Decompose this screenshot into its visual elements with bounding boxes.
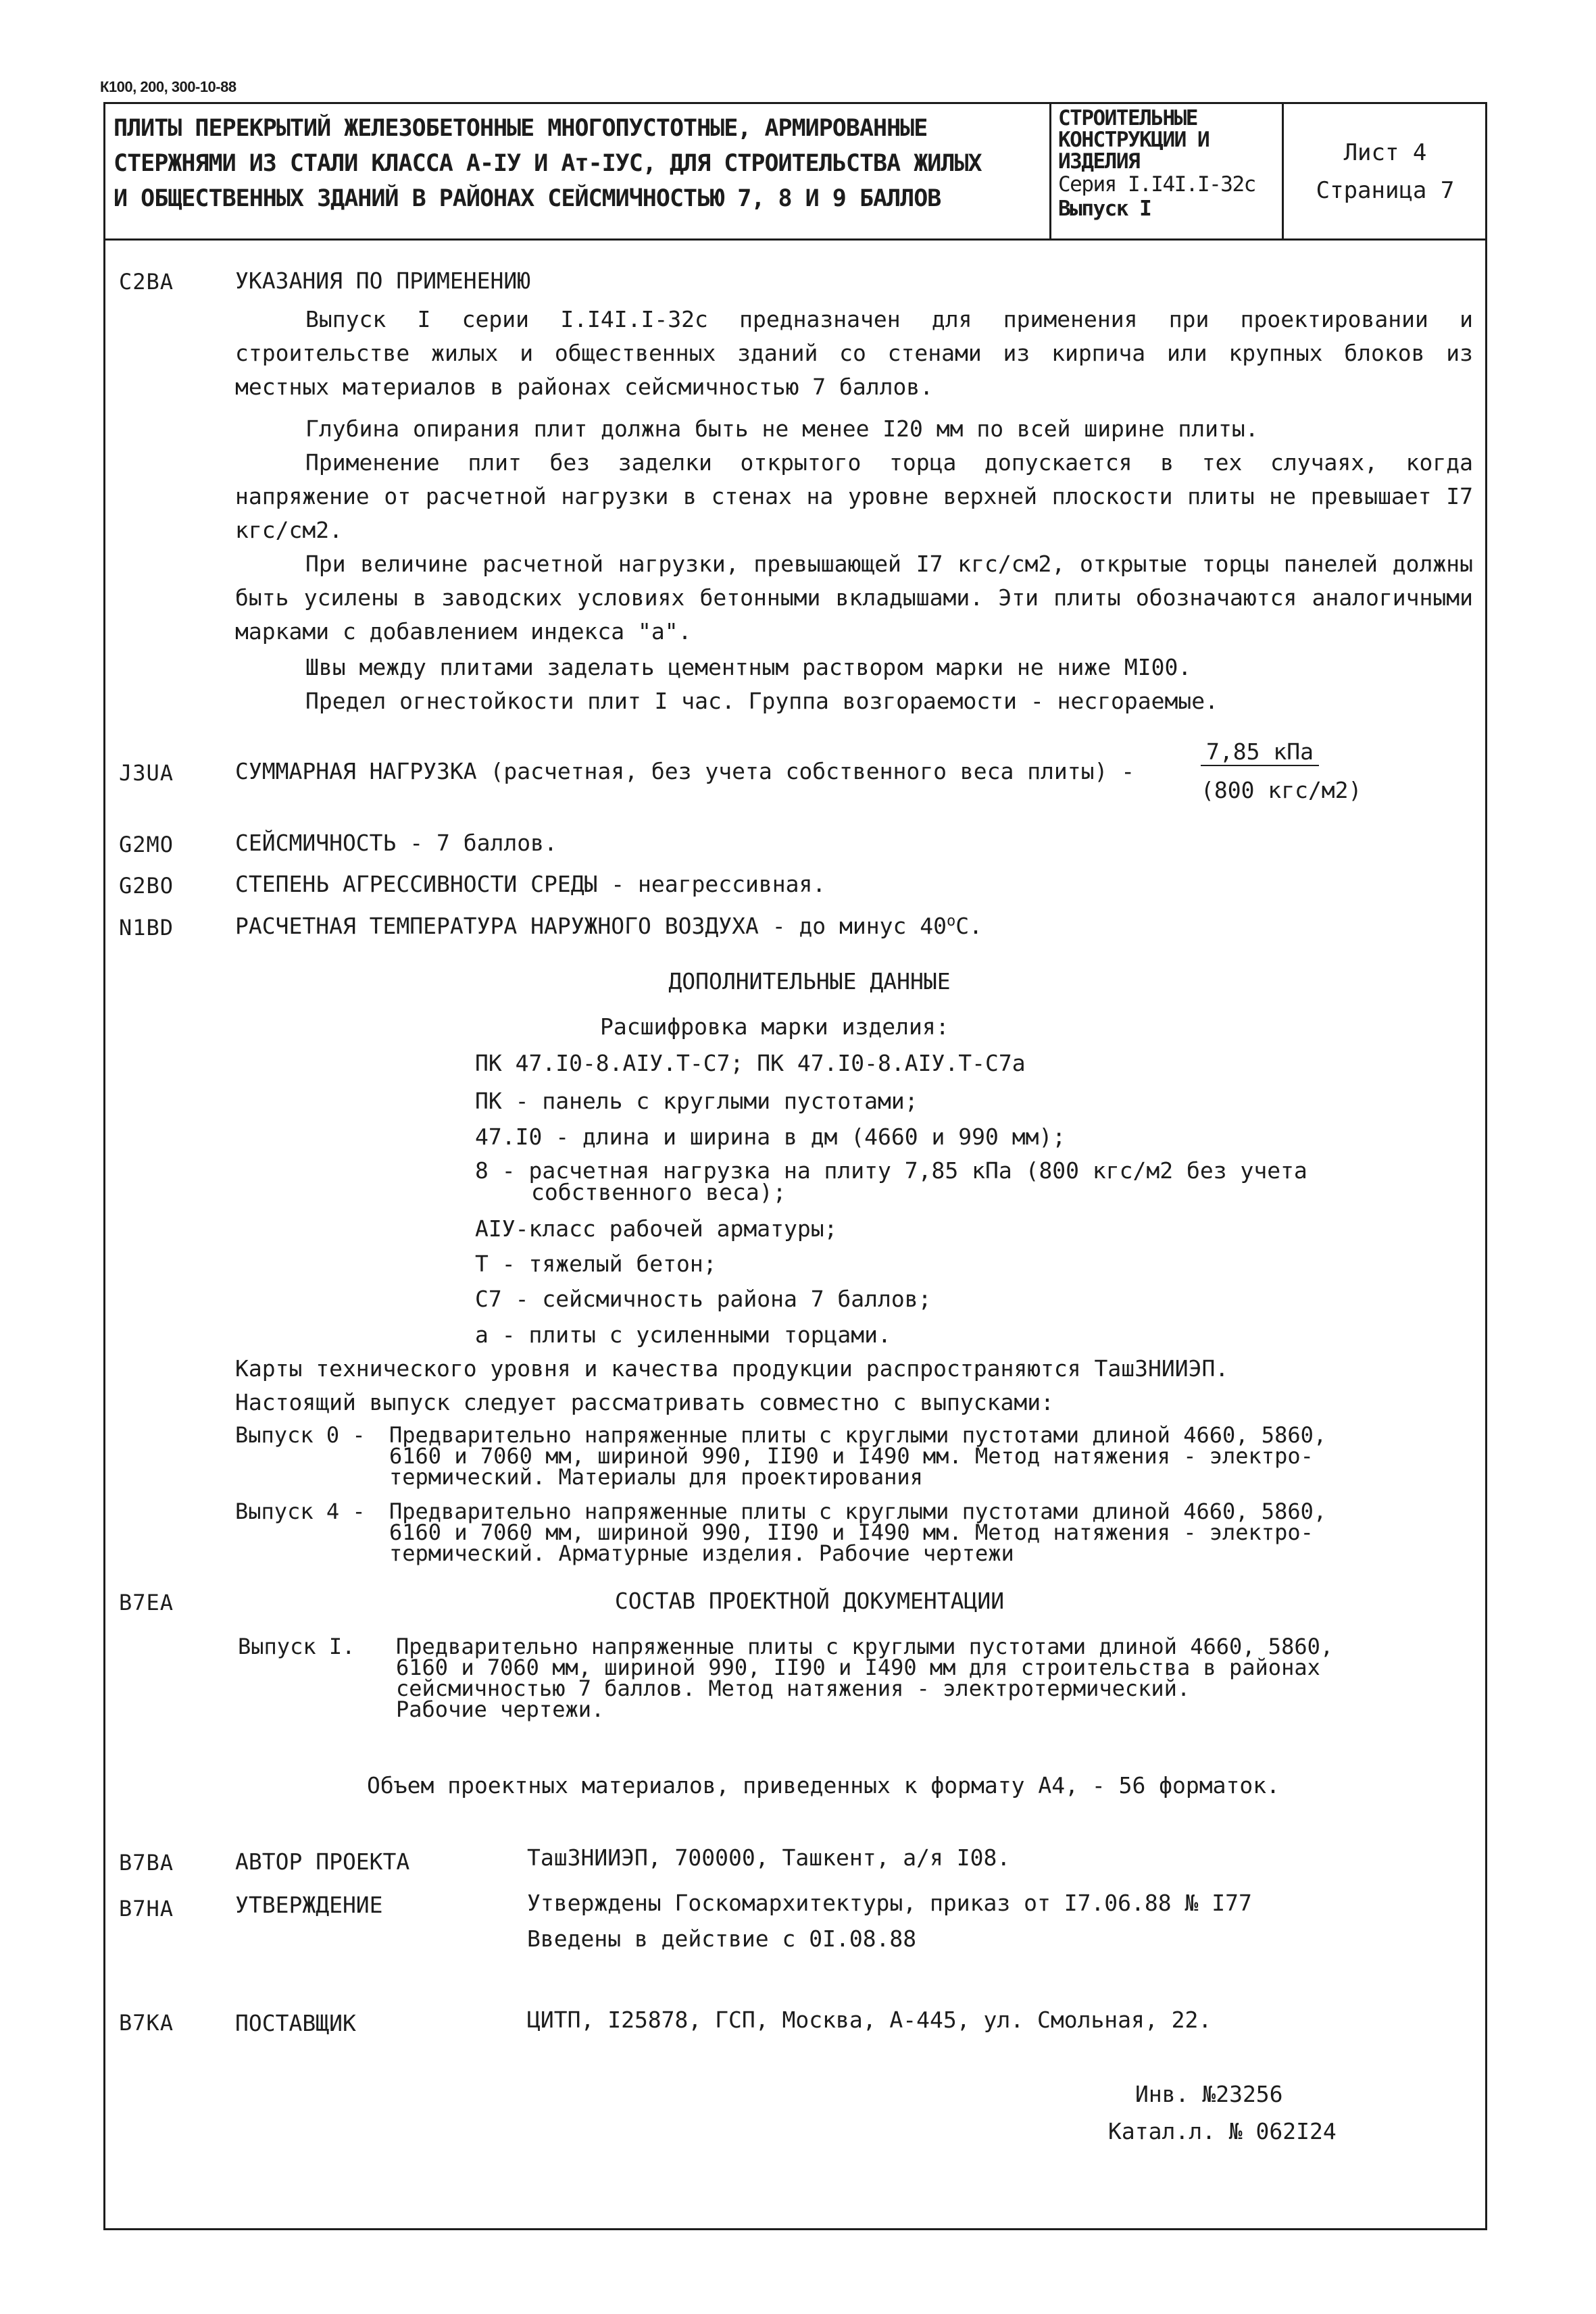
temperature-value: РАСЧЕТНАЯ ТЕМПЕРАТУРА НАРУЖНОГО ВОЗДУХА - до минус 40 bbox=[235, 913, 947, 939]
issue-0-label: Выпуск 0 - bbox=[235, 1422, 366, 1448]
series-line: ИЗДЕЛИЯ bbox=[1058, 149, 1140, 174]
section-heading: УКАЗАНИЯ ПО ПРИМЕНЕНИЮ bbox=[235, 268, 531, 294]
load-value-kgs: (800 кгс/м2) bbox=[1201, 777, 1362, 803]
mark-item: собственного веса); bbox=[531, 1179, 787, 1205]
decode-title: Расшифровка марки изделия: bbox=[600, 1013, 949, 1040]
section-code: B7KA bbox=[119, 2010, 174, 2036]
supplier-label: ПОСТАВЩИК bbox=[235, 2010, 356, 2036]
mark-item: Т - тяжелый бетон; bbox=[475, 1251, 717, 1277]
composition-heading: СОСТАВ ПРОЕКТНОЙ ДОКУМЕНТАЦИИ bbox=[614, 1588, 1005, 1614]
section-code: B7EA bbox=[119, 1590, 174, 1615]
section-code: N1BD bbox=[119, 915, 174, 940]
issue-1-text: Предварительно напряженные плиты с круглыми пустотами длиной 4660, 5860, 6160 и 7060 мм, шириной 990, II90 и I490 мм для строительства в районах сейсмичностью 7 баллов. Метод натяжения - электротермический. Рабочие чертежи. bbox=[396, 1634, 1334, 1722]
aggression-text: СТЕПЕНЬ АГРЕССИВНОСТИ СРЕДЫ - неагрессивная. bbox=[235, 871, 826, 897]
catalog-code: К100, 200, 300-10-88 bbox=[100, 78, 236, 95]
document-title bbox=[101, 103, 1049, 240]
section-code: C2BA bbox=[119, 269, 174, 295]
series-line: Выпуск I bbox=[1058, 197, 1151, 221]
catalog-sheet-number: Катал.л. № 062I24 bbox=[1108, 2118, 1337, 2144]
supplier-value: ЦИТП, I25878, ГСП, Москва, А-445, ул. Смольная, 22. bbox=[527, 2007, 1212, 2033]
maps-text: Карты технического уровня и качества продукции распространяются ТашЗНИИЭП. bbox=[235, 1355, 1229, 1382]
series-block bbox=[1049, 103, 1284, 240]
load-value-kpa: 7,85 кПа bbox=[1201, 738, 1319, 766]
title-line: И ОБЩЕСТВЕННЫХ ЗДАНИЙ В РАЙОНАХ СЕЙСМИЧНОСТЬЮ 7, 8 И 9 БАЛЛОВ bbox=[114, 185, 941, 212]
approval-effective: Введены в действие с 0I.08.88 bbox=[527, 1926, 917, 1952]
page-number: Страница 7 bbox=[1316, 177, 1455, 204]
issue-4-label: Выпуск 4 - bbox=[235, 1499, 366, 1524]
mark-item: AIУ-класс рабочей арматуры; bbox=[475, 1215, 838, 1242]
mark-item: 47.I0 - длина и ширина в дм (4660 и 990 мм); bbox=[475, 1124, 1066, 1150]
approval-order: Утверждены Госкомархитектуры, приказ от I7.06.88 № I77 bbox=[527, 1890, 1252, 1916]
usage-paragraph: При величине расчетной нагрузки, превышающей I7 кгс/см2, открытые торцы панелей должны быть усилены в заводских условиях бетонными вкладышами. Эти плиты обозначаются аналогичными марками с добавлением индекса "а". bbox=[235, 551, 1473, 645]
usage-paragraph: Швы между плитами заделать цементным раствором марки не ниже MI00. bbox=[305, 654, 1192, 680]
together-text: Настоящий выпуск следует рассматривать совместно с выпусками: bbox=[235, 1389, 1054, 1415]
series-line: КОНСТРУКЦИИ И bbox=[1058, 128, 1210, 152]
mark-item: а - плиты с усиленными торцами. bbox=[475, 1322, 891, 1348]
mark-item: ПК - панель с круглыми пустотами; bbox=[475, 1088, 918, 1114]
mark-item: 8 - расчетная нагрузка на плиту 7,85 кПа (800 кгс/м2 без учета bbox=[475, 1157, 1307, 1184]
inventory-number: Инв. №23256 bbox=[1135, 2081, 1283, 2107]
seismic-text: СЕЙСМИЧНОСТЬ - 7 баллов. bbox=[235, 830, 557, 856]
additional-heading: ДОПОЛНИТЕЛЬНЫЕ ДАННЫЕ bbox=[668, 968, 951, 995]
section-code: B7HA bbox=[119, 1896, 174, 1921]
load-label: СУММАРНАЯ НАГРУЗКА (расчетная, без учета собственного веса плиты) - bbox=[235, 758, 1135, 784]
usage-paragraph: Выпуск I серии I.I4I.I-32с предназначен для применения при проектировании и строительстве жилых и общественных зданий со стенами из кирпича или крупных блоков из местных материалов в районах сейсмичностью 7 баллов. bbox=[235, 306, 1473, 400]
usage-paragraph: Глубина опирания плит должна быть не менее I20 мм по всей ширине плиты. bbox=[305, 416, 1259, 442]
series-line: СТРОИТЕЛЬНЫЕ bbox=[1058, 106, 1197, 130]
author-label: АВТОР ПРОЕКТА bbox=[235, 1848, 410, 1875]
issue-1-label: Выпуск I. bbox=[238, 1634, 355, 1659]
temperature-text bbox=[235, 913, 982, 939]
section-code: J3UA bbox=[119, 760, 174, 786]
title-line: СТЕРЖНЯМИ ИЗ СТАЛИ КЛАССА А-IУ И Ат-IУС, ДЛЯ СТРОИТЕЛЬСТВА ЖИЛЫХ bbox=[114, 150, 982, 177]
series-line: Серия I.I4I.I-32с bbox=[1058, 172, 1255, 197]
section-code: B7BA bbox=[119, 1850, 174, 1876]
author-value: ТашЗНИИЭП, 700000, Ташкент, а/я I08. bbox=[527, 1844, 1011, 1871]
usage-paragraph: Предел огнестойкости плит I час. Группа возгораемости - несгораемые. bbox=[305, 688, 1219, 714]
approval-label: УТВЕРЖДЕНИЕ bbox=[235, 1892, 383, 1918]
section-code: G2MO bbox=[119, 832, 174, 857]
volume-text: Объем проектных материалов, приведенных к формату А4, - 56 форматок. bbox=[367, 1772, 1280, 1799]
section-code: G2BO bbox=[119, 873, 174, 899]
degree-mark: o bbox=[947, 913, 956, 930]
product-marks: ПК 47.I0-8.AIУ.Т-С7; ПК 47.I0-8.AIУ.Т-С7а bbox=[475, 1050, 1026, 1076]
sheet-number: Лист 4 bbox=[1343, 139, 1427, 166]
mark-item: С7 - сейсмичность района 7 баллов; bbox=[475, 1286, 932, 1312]
sheet-block bbox=[1284, 103, 1487, 240]
temperature-unit: С. bbox=[955, 913, 982, 939]
title-line: ПЛИТЫ ПЕРЕКРЫТИЙ ЖЕЛЕЗОБЕТОННЫЕ МНОГОПУСТОТНЫЕ, АРМИРОВАННЫЕ bbox=[114, 115, 928, 142]
issue-0-text: Предварительно напряженные плиты с круглыми пустотами длиной 4660, 5860, 6160 и 7060 мм, шириной 990, II90 и I490 мм. Метод натяжения - электро- термический. Материалы для проектирования bbox=[389, 1422, 1327, 1490]
usage-paragraph: Применение плит без заделки открытого торца допускается в тех случаях, когда напряжение от расчетной нагрузки в стенах на уровне верхней плоскости плиты не превышает I7 кгс/см2. bbox=[235, 449, 1473, 543]
issue-4-text: Предварительно напряженные плиты с круглыми пустотами длиной 4660, 5860, 6160 и 7060 мм, шириной 990, II90 и I490 мм. Метод натяжения - электро- термический. Арматурные изделия. Рабочие чертежи bbox=[389, 1499, 1327, 1566]
